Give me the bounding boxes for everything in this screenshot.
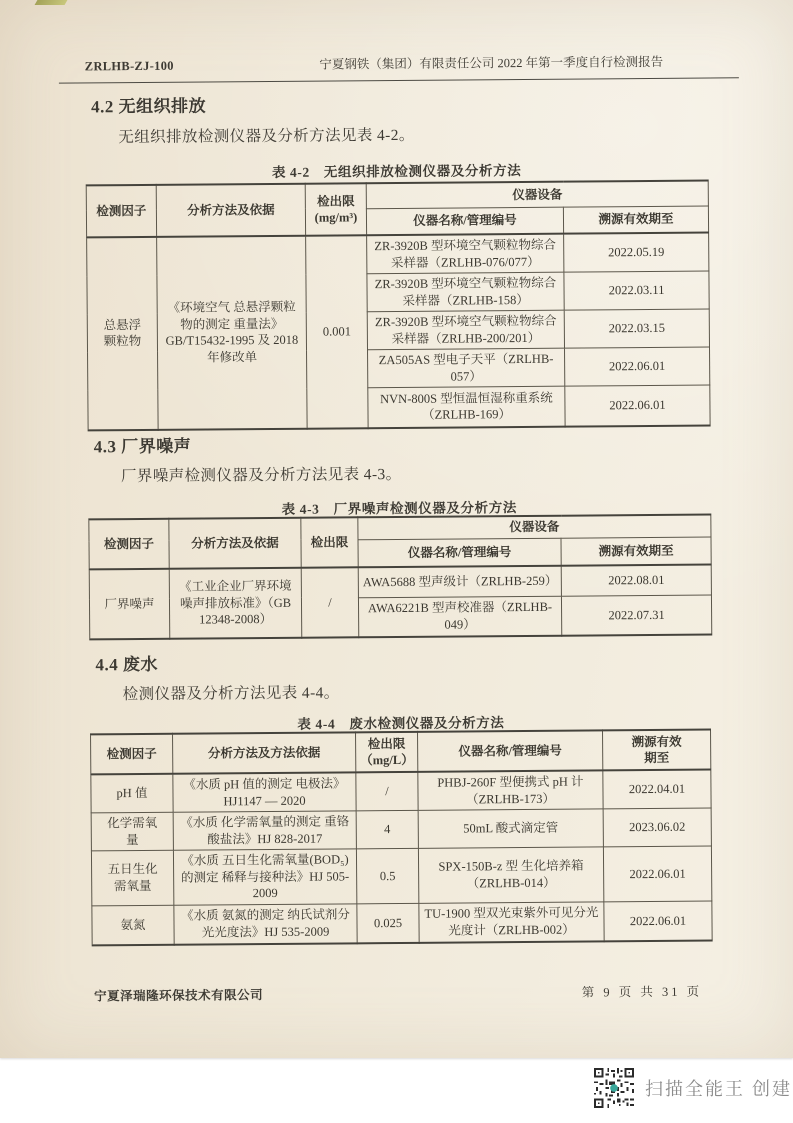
cell-limit: / bbox=[356, 772, 418, 811]
footer-company: 宁夏泽瑞隆环保技术有限公司 bbox=[94, 988, 264, 1004]
cell-method: 《工业企业厂界环境噪声排放标准》（GB 12348-2008） bbox=[169, 568, 302, 639]
col-header-method: 分析方法及方法依据 bbox=[173, 732, 356, 773]
factor-text: 五日生化需氧量 bbox=[107, 862, 158, 893]
cell-equipment: ZR-3920B 型环境空气颗粒物综合采样器（ZRLHB-076/077） bbox=[367, 234, 564, 274]
limit-unit: （mg/L） bbox=[360, 752, 414, 768]
cell-equipment: TU-1900 型双光束紫外可见分光光度计（ZRLHB-002） bbox=[419, 901, 604, 942]
section-intro-4-3: 厂界噪声检测仪器及分析方法见表 4-3。 bbox=[120, 465, 402, 486]
cell-valid-until: 2022.06.01 bbox=[604, 901, 712, 942]
table-row bbox=[87, 233, 709, 276]
table-4-3-body bbox=[89, 565, 712, 640]
table-4-4-head bbox=[91, 730, 711, 775]
cell-method: 《水质 化学需氧量的测定 重铬酸盐法》HJ 828-2017 bbox=[173, 811, 356, 850]
cell-valid-until: 2022.06.01 bbox=[603, 846, 711, 901]
cell-method: 《水质 pH 值的测定 电极法》HJ1147 — 2020 bbox=[173, 772, 356, 812]
table-4-3 bbox=[88, 514, 712, 641]
cell-valid-until: 2022.06.01 bbox=[565, 385, 710, 426]
cell-limit: 0.025 bbox=[357, 903, 419, 943]
table-4-2-title: 表 4-2 无组织排放检测仪器及分析方法 bbox=[271, 163, 522, 180]
col-header-equipment: 仪器名称/管理编号 bbox=[358, 538, 561, 568]
scanner-watermark bbox=[594, 1068, 792, 1108]
cell-method: 《水质 氨氮的测定 纳氏试剂分光光度法》HJ 535-2009 bbox=[174, 903, 357, 944]
cell-equipment: NVN-800S 型恒温恒湿称重系统（ZRLHB-169） bbox=[368, 386, 565, 428]
table-4-3-title: 表 4-3 厂界噪声检测仪器及分析方法 bbox=[281, 500, 517, 517]
section-heading-4-4: 4.4 废水 bbox=[95, 654, 159, 675]
table-row bbox=[89, 565, 711, 600]
cell-valid-until: 2022.04.01 bbox=[603, 770, 711, 809]
col-header-method: 分析方法及依据 bbox=[169, 518, 301, 569]
cell-valid-until: 2022.03.11 bbox=[564, 271, 709, 310]
running-header bbox=[85, 51, 728, 74]
cell-factor: pH 值 bbox=[91, 774, 173, 813]
cell-equipment: ZA505AS 型电子天平（ZRLHB-057） bbox=[368, 348, 565, 388]
doc-code: ZRLHB-ZJ-100 bbox=[84, 58, 174, 74]
cell-equipment: 50mL 酸式滴定管 bbox=[418, 809, 603, 848]
cell-equipment: AWA5688 型声级计（ZRLHB-259） bbox=[358, 566, 561, 598]
cell-limit: 0.001 bbox=[306, 235, 369, 428]
col-header-valid: 溯源有效期至 bbox=[561, 537, 711, 566]
col-header-factor: 检测因子 bbox=[89, 519, 169, 570]
cell-valid-until: 2022.07.31 bbox=[561, 595, 711, 636]
scanner-watermark-label: 扫描全能王 创建 bbox=[645, 1079, 793, 1099]
table-4-2-body bbox=[87, 233, 711, 430]
factor-text: 总悬浮颗粒物 bbox=[103, 317, 142, 349]
table-4-3-head bbox=[89, 515, 711, 570]
table-4-2-head bbox=[86, 181, 708, 238]
cell-valid-until: 2022.03.15 bbox=[564, 309, 709, 348]
col-header-limit bbox=[356, 732, 418, 772]
cell-valid-until: 2022.05.19 bbox=[564, 233, 709, 273]
table-row bbox=[91, 808, 711, 851]
col-header-equipment: 仪器名称/管理编号 bbox=[418, 730, 603, 771]
section-intro-4-2: 无组织排放检测仪器及分析方法见表 4-2。 bbox=[118, 126, 415, 147]
col-header-limit bbox=[305, 183, 366, 235]
cell-factor bbox=[91, 850, 173, 905]
table-row bbox=[91, 846, 711, 905]
col-header-valid bbox=[603, 730, 711, 771]
col-header-equipment: 仪器名称/管理编号 bbox=[366, 207, 563, 236]
cell-equipment: SPX-150B-z 型 生化培养箱（ZRLHB-014） bbox=[418, 847, 603, 903]
cell-method: 《环境空气 总悬浮颗粒物的测定 重量法》GB/T15432-1995 及 2018 年修改单 bbox=[157, 236, 308, 430]
table-4-4 bbox=[90, 729, 713, 947]
table-4-2 bbox=[86, 180, 711, 431]
cell-valid-until: 2022.08.01 bbox=[561, 565, 711, 596]
cell-factor bbox=[87, 237, 159, 430]
table-header-row bbox=[91, 730, 711, 775]
cell-equipment: ZR-3920B 型环境空气颗粒物综合采样器（ZRLHB-200/201） bbox=[367, 310, 564, 350]
limit-label: 检出限 bbox=[367, 736, 406, 751]
header-rule bbox=[59, 77, 739, 83]
cell-factor bbox=[91, 812, 173, 851]
col-header-factor: 检测因子 bbox=[91, 734, 173, 775]
cell-equipment: AWA6221B 型声校准器（ZRLHB-049） bbox=[358, 596, 561, 638]
cell-limit: 0.5 bbox=[356, 848, 418, 903]
table-4-4-body bbox=[91, 770, 712, 946]
cell-equipment: ZR-3920B 型环境空气颗粒物综合采样器（ZRLHB-158） bbox=[367, 272, 564, 312]
cell-valid-until: 2023.06.02 bbox=[603, 808, 711, 847]
section-heading-4-2: 4.2 无组织排放 bbox=[91, 96, 207, 117]
cell-factor: 氨氮 bbox=[92, 905, 174, 946]
doc-title: 宁夏钢铁（集团）有限责任公司 2022 年第一季度自行检测报告 bbox=[319, 54, 664, 72]
section-heading-4-3: 4.3 厂界噪声 bbox=[93, 436, 192, 457]
col-header-valid: 溯源有效期至 bbox=[563, 206, 708, 234]
col-header-equipment-group: 仪器设备 bbox=[366, 181, 708, 209]
cell-valid-until: 2022.06.01 bbox=[565, 347, 710, 386]
qr-code-icon bbox=[594, 1068, 634, 1108]
cell-method: 《水质 五日生化需氧量(BOD₅)的测定 稀释与接种法》HJ 505-2009 bbox=[173, 849, 356, 905]
limit-unit: (mg/m³) bbox=[314, 210, 358, 225]
col-header-factor: 检测因子 bbox=[86, 185, 156, 238]
cell-equipment: PHBJ-260F 型便携式 pH 计（ZRLHB-173） bbox=[418, 770, 603, 810]
cell-factor: 厂界噪声 bbox=[89, 569, 170, 640]
cell-limit: / bbox=[301, 567, 359, 637]
valid-header-text: 溯源有效期至 bbox=[631, 734, 682, 766]
footer-page-number: 第 9 页 共 31 页 bbox=[581, 984, 703, 1000]
running-footer bbox=[94, 982, 702, 1005]
cell-limit: 4 bbox=[356, 810, 418, 848]
section-intro-4-4: 检测仪器及分析方法见表 4-4。 bbox=[122, 684, 340, 704]
col-header-equipment-group: 仪器设备 bbox=[358, 515, 711, 540]
limit-label: 检出限 bbox=[317, 193, 355, 209]
factor-text: 化学需氧量 bbox=[107, 815, 158, 847]
table-4-4-title: 表 4-4 废水检测仪器及分析方法 bbox=[297, 715, 505, 732]
table-row bbox=[91, 770, 711, 813]
col-header-method: 分析方法及依据 bbox=[156, 184, 305, 237]
table-row bbox=[92, 901, 712, 946]
col-header-limit: 检出限 bbox=[301, 517, 358, 567]
